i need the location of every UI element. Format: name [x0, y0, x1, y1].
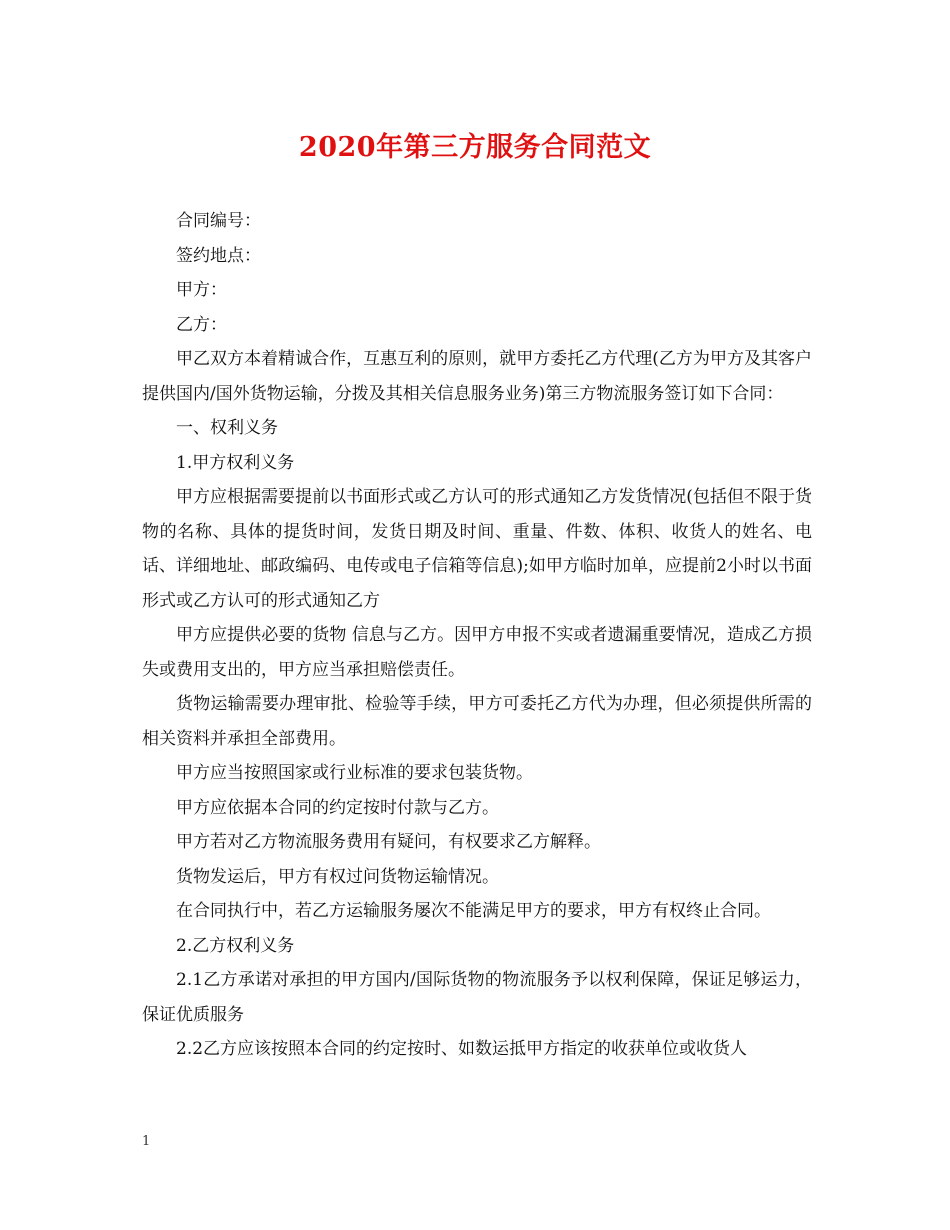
- paragraph: 甲方应提供必要的货物 信息与乙方。因甲方申报不实或者遗漏重要情况，造成乙方损失或费用支出的，甲方应当承担赔偿责任。: [142, 625, 812, 680]
- document-title: 2020年第三方服务合同范文: [298, 132, 652, 163]
- paragraph: 在合同执行中，若乙方运输服务屡次不能满足甲方的要求，甲方有权终止合同。: [176, 901, 771, 921]
- paragraph: 甲方应依据本合同的约定按时付款与乙方。: [176, 797, 499, 818]
- paragraph: 甲方应根据需要提前以书面形式或乙方认可的形式通知乙方发货情况(包括但不限于货物的名称、具体的提货时间，发货日期及时间、重量、件数、体积、收货人的姓名、电话、详细地址、邮政编码、电传或电子信箱等信息);如甲方临时加单，应提前2小时以书面形式或乙方认可的形式通知乙方: [142, 487, 812, 611]
- paragraph: 2.2乙方应该按照本合同的约定按时、如数运抵甲方指定的收获单位或收货人: [176, 1039, 748, 1059]
- party-b-line: 乙方：: [176, 314, 227, 335]
- subsection-heading-party-a: 1.甲方权利义务: [176, 452, 295, 473]
- paragraph: 货物发运后，甲方有权过问货物运输情况。: [176, 866, 499, 887]
- signing-location-line: 签约地点：: [176, 245, 261, 266]
- paragraph: 甲方应当按照国家或行业标准的要求包装货物。: [176, 763, 533, 783]
- page-number: 1: [142, 1134, 151, 1149]
- party-a-line: 甲方：: [176, 280, 227, 300]
- section-heading-rights-obligations: 一、权利义务: [176, 418, 278, 438]
- contract-number-line: 合同编号：: [176, 211, 261, 231]
- preamble-paragraph: 甲乙双方本着精诚合作，互惠互利的原则，就甲方委托乙方代理(乙方为甲方及其客户提供国内/国外货物运输，分拨及其相关信息服务业务)第三方物流服务签订如下合同：: [142, 349, 812, 404]
- subsection-heading-party-b: 2.乙方权利义务: [176, 935, 295, 956]
- document-body: [142, 204, 812, 1067]
- paragraph: 甲方若对乙方物流服务费用有疑问，有权要求乙方解释。: [176, 832, 601, 852]
- paragraph: 货物运输需要办理审批、检验等手续，甲方可委托乙方代为办理，但必须提供所需的相关资料并承担全部费用。: [142, 694, 812, 749]
- paragraph: 2.1乙方承诺对承担的甲方国内/国际货物的物流服务予以权利保障，保证足够运力，保证优质服务: [142, 970, 812, 1025]
